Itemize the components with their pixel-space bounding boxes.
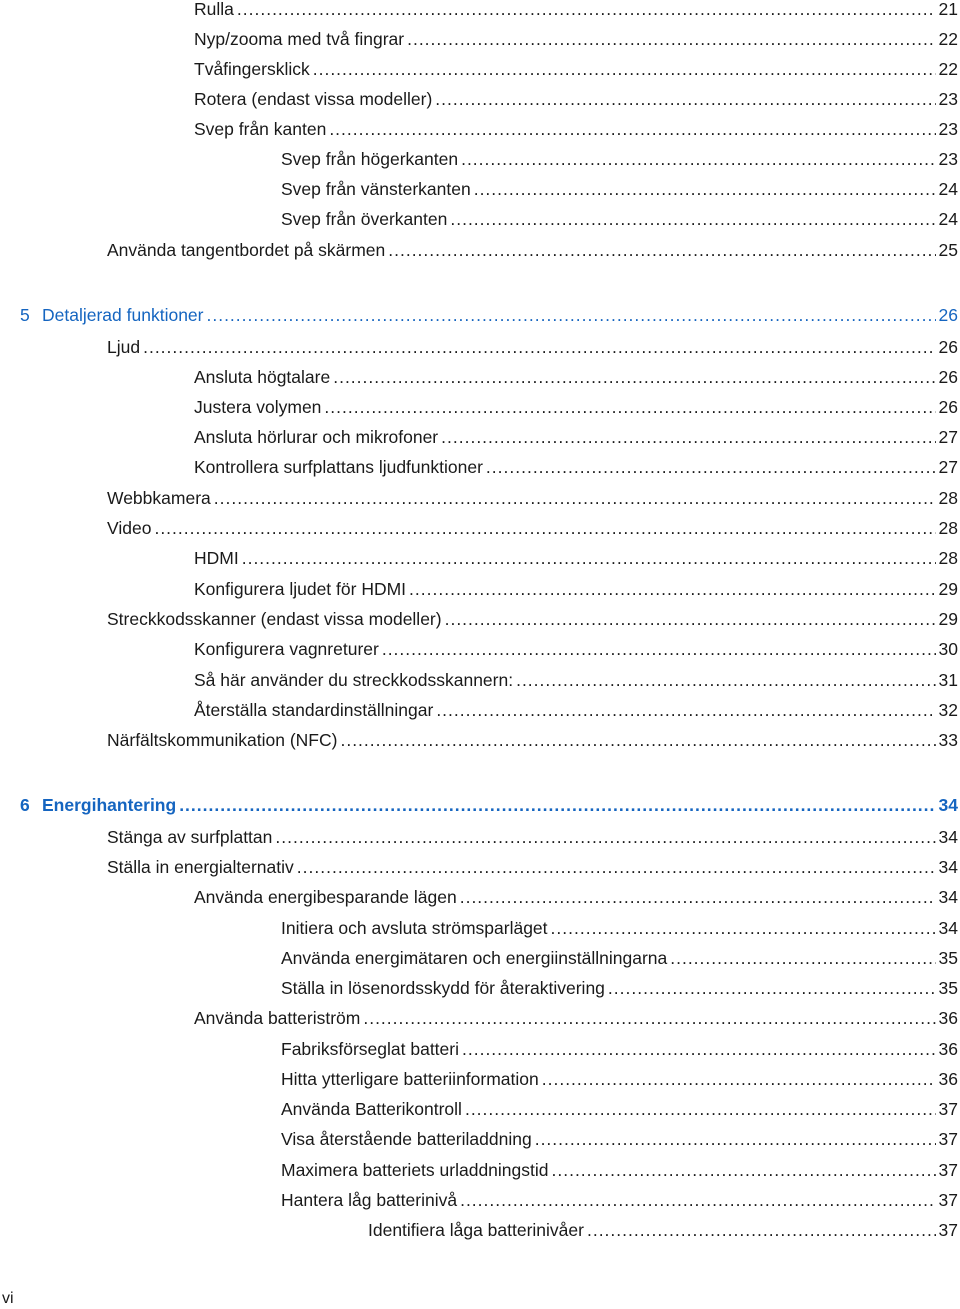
- toc-entry[interactable]: [281, 144, 958, 174]
- toc-page-number: 37: [938, 1129, 958, 1149]
- dot-leader: [535, 1124, 936, 1154]
- toc-entry-title: Ställa in energialternativ: [107, 857, 294, 877]
- toc-page-number: 33: [938, 730, 958, 750]
- toc-entry[interactable]: [107, 725, 958, 755]
- dot-leader: [462, 1034, 936, 1064]
- toc-entry-title: Stänga av surfplattan: [107, 827, 273, 847]
- dot-leader: [608, 973, 936, 1003]
- toc-entry-title: Video: [107, 518, 152, 538]
- dot-leader: [333, 362, 935, 392]
- toc-entry-title: Svep från överkanten: [281, 209, 448, 229]
- toc-page-number: 26: [938, 305, 958, 325]
- dot-leader: [436, 695, 935, 725]
- toc-entry-title: Så här använder du streckkodsskannern:: [194, 670, 514, 690]
- toc-entry-title: Kontrollera surfplattans ljudfunktioner: [194, 457, 483, 477]
- toc-page-number: 24: [938, 179, 958, 199]
- toc-entry[interactable]: [194, 665, 958, 695]
- toc-page-number: 28: [938, 518, 958, 538]
- toc-entry[interactable]: [281, 973, 958, 1003]
- dot-leader: [143, 332, 935, 362]
- dot-leader: [486, 452, 936, 482]
- toc-entry-title: Streckkodsskanner (endast vissa modeller): [107, 609, 442, 629]
- toc-page-number: 34: [938, 795, 958, 815]
- toc-page-number: 26: [938, 397, 958, 417]
- toc-page-number: 24: [938, 209, 958, 229]
- toc-page-number: 34: [938, 827, 958, 847]
- dot-leader: [242, 543, 936, 573]
- toc-page-number: 37: [938, 1190, 958, 1210]
- toc-entry[interactable]: [281, 174, 958, 204]
- toc-entry[interactable]: [107, 513, 958, 543]
- dot-leader: [551, 913, 936, 943]
- toc-entry[interactable]: [194, 84, 958, 114]
- toc-entry[interactable]: [194, 882, 958, 912]
- toc-page-number: 28: [938, 488, 958, 508]
- toc-entry[interactable]: [194, 24, 958, 54]
- toc-page-number: 29: [938, 609, 958, 629]
- toc-entry-title: Använda batteriström: [194, 1008, 361, 1028]
- toc-entry[interactable]: [281, 913, 958, 943]
- page-number: vi: [2, 1290, 14, 1307]
- toc-page-number: 37: [938, 1220, 958, 1240]
- toc-entry[interactable]: [281, 1124, 958, 1154]
- toc-entry-title: Använda Batterikontroll: [281, 1099, 462, 1119]
- toc-entry-title: Ljud: [107, 337, 141, 357]
- chapter-number: 5: [20, 305, 30, 325]
- toc-entry[interactable]: [107, 235, 958, 265]
- toc-entry-title: Initiera och avsluta strömsparläget: [281, 918, 548, 938]
- toc-page-number: 23: [938, 119, 958, 139]
- dot-leader: [460, 882, 936, 912]
- toc-page-number: 27: [938, 427, 958, 447]
- toc-page-number: 34: [938, 918, 958, 938]
- dot-leader: [363, 1003, 935, 1033]
- toc-page-number: 37: [938, 1099, 958, 1119]
- toc-page-number: 34: [938, 857, 958, 877]
- chapter-number: 6: [20, 795, 30, 815]
- toc-page-number: 35: [938, 948, 958, 968]
- toc-entry[interactable]: [368, 1215, 958, 1245]
- dot-leader: [552, 1155, 936, 1185]
- dot-leader: [435, 84, 935, 114]
- toc-entry-title: HDMI: [194, 548, 239, 568]
- toc-entry-title: Rulla: [194, 0, 234, 19]
- toc-page-number: 36: [938, 1008, 958, 1028]
- toc-entry[interactable]: [281, 1034, 958, 1064]
- toc-page-number: 30: [938, 639, 958, 659]
- dot-leader: [179, 790, 935, 820]
- toc-entry-title: Nyp/zooma med två fingrar: [194, 29, 405, 49]
- dot-leader: [460, 1185, 935, 1215]
- toc-entry-title: Visa återstående batteriladdning: [281, 1129, 532, 1149]
- toc-entry-title: Svep från kanten: [194, 119, 327, 139]
- dot-leader: [407, 24, 935, 54]
- toc-entry[interactable]: [107, 604, 958, 634]
- toc-entry-title: Svep från högerkanten: [281, 149, 459, 169]
- toc-entry-title: Identifiera låga batterinivåer: [368, 1220, 584, 1240]
- toc-entry[interactable]: [194, 1003, 958, 1033]
- dot-leader: [275, 822, 935, 852]
- toc-entry[interactable]: [194, 574, 958, 604]
- toc-entry-title: Använda tangentbordet på skärmen: [107, 240, 386, 260]
- toc-chapter-entry[interactable]: [20, 790, 958, 820]
- toc-entry[interactable]: [107, 332, 958, 362]
- dot-leader: [388, 235, 935, 265]
- toc-page-number: 26: [938, 337, 958, 357]
- toc-entry[interactable]: [281, 943, 958, 973]
- toc-page-number: 32: [938, 700, 958, 720]
- toc-page-number: 34: [938, 887, 958, 907]
- dot-leader: [670, 943, 935, 973]
- toc-page-number: 22: [938, 59, 958, 79]
- toc-entry-title: Använda energimätaren och energiinställningarna: [281, 948, 668, 968]
- toc-entry-title: Tvåfingersklick: [194, 59, 310, 79]
- toc-entry[interactable]: [194, 392, 958, 422]
- toc-page-number: 21: [938, 0, 958, 19]
- toc-entry[interactable]: [194, 695, 958, 725]
- dot-leader: [214, 483, 936, 513]
- toc-page-number: 31: [938, 670, 958, 690]
- dot-leader: [324, 392, 935, 422]
- dot-leader: [382, 634, 936, 664]
- toc-page-number: 35: [938, 978, 958, 998]
- toc-page-number: 22: [938, 29, 958, 49]
- toc-entry-title: Konfigurera vagnreturer: [194, 639, 379, 659]
- toc-entry-title: Konfigurera ljudet för HDMI: [194, 579, 407, 599]
- toc-entry[interactable]: [281, 1064, 958, 1094]
- toc-entry[interactable]: [281, 1155, 958, 1185]
- toc-entry-title: Rotera (endast vissa modeller): [194, 89, 433, 109]
- toc-entry[interactable]: [107, 483, 958, 513]
- toc-entry-title: Ansluta hörlurar och mikrofoner: [194, 427, 439, 447]
- dot-leader: [329, 114, 935, 144]
- toc-page-number: 23: [938, 89, 958, 109]
- toc-entry-title: Webbkamera: [107, 488, 211, 508]
- toc-entry-title: Återställa standardinställningar: [194, 700, 434, 720]
- toc-entry[interactable]: [281, 1185, 958, 1215]
- dot-leader: [441, 422, 935, 452]
- dot-leader: [445, 604, 936, 634]
- dot-leader: [297, 852, 936, 882]
- toc-page-number: 36: [938, 1069, 958, 1089]
- dot-leader: [474, 174, 936, 204]
- toc-page-number: 37: [938, 1160, 958, 1180]
- dot-leader: [313, 54, 936, 84]
- toc-entry[interactable]: [281, 1094, 958, 1124]
- toc-entry[interactable]: [194, 452, 958, 482]
- toc-entry-title: Närfältskommunikation (NFC): [107, 730, 338, 750]
- toc-entry-title: Maximera batteriets urladdningstid: [281, 1160, 549, 1180]
- toc-entry-title: Justera volymen: [194, 397, 322, 417]
- toc-page-number: 27: [938, 457, 958, 477]
- toc-entry[interactable]: [194, 54, 958, 84]
- toc-entry-title: Fabriksförseglat batteri: [281, 1039, 459, 1059]
- dot-leader: [461, 144, 935, 174]
- toc-entry[interactable]: [281, 204, 958, 234]
- toc-entry[interactable]: [194, 362, 958, 392]
- toc-entry-title: Energihantering: [42, 795, 177, 815]
- dot-leader: [516, 665, 935, 695]
- toc-entry-title: Ansluta högtalare: [194, 367, 331, 387]
- dot-leader: [237, 0, 936, 24]
- dot-leader: [587, 1215, 936, 1245]
- toc-entry-title: Svep från vänsterkanten: [281, 179, 471, 199]
- dot-leader: [465, 1094, 936, 1124]
- toc-entry[interactable]: [194, 422, 958, 452]
- dot-leader: [542, 1064, 936, 1094]
- toc-entry-title: Använda energibesparande lägen: [194, 887, 457, 907]
- toc-entry[interactable]: [194, 114, 958, 144]
- dot-leader: [206, 300, 935, 330]
- toc-page-number: 23: [938, 149, 958, 169]
- toc-page-number: 26: [938, 367, 958, 387]
- dot-leader: [450, 204, 935, 234]
- toc-entry[interactable]: [107, 822, 958, 852]
- dot-leader: [154, 513, 935, 543]
- toc-page-number: 29: [938, 579, 958, 599]
- toc-entry-title: Ställa in lösenordsskydd för återaktivering: [281, 978, 605, 998]
- toc-page-number: 25: [938, 240, 958, 260]
- toc-page-number: 36: [938, 1039, 958, 1059]
- toc-chapter-entry[interactable]: [20, 300, 958, 330]
- toc-entry[interactable]: [194, 634, 958, 664]
- toc-page-number: 28: [938, 548, 958, 568]
- toc-entry[interactable]: [107, 852, 958, 882]
- dot-leader: [409, 574, 935, 604]
- toc-entry[interactable]: [194, 543, 958, 573]
- dot-leader: [340, 725, 935, 755]
- toc-entry[interactable]: [194, 0, 958, 24]
- toc-entry-title: Hitta ytterligare batteriinformation: [281, 1069, 539, 1089]
- toc-entry-title: Detaljerad funktioner: [42, 305, 204, 325]
- toc-entry-title: Hantera låg batterinivå: [281, 1190, 458, 1210]
